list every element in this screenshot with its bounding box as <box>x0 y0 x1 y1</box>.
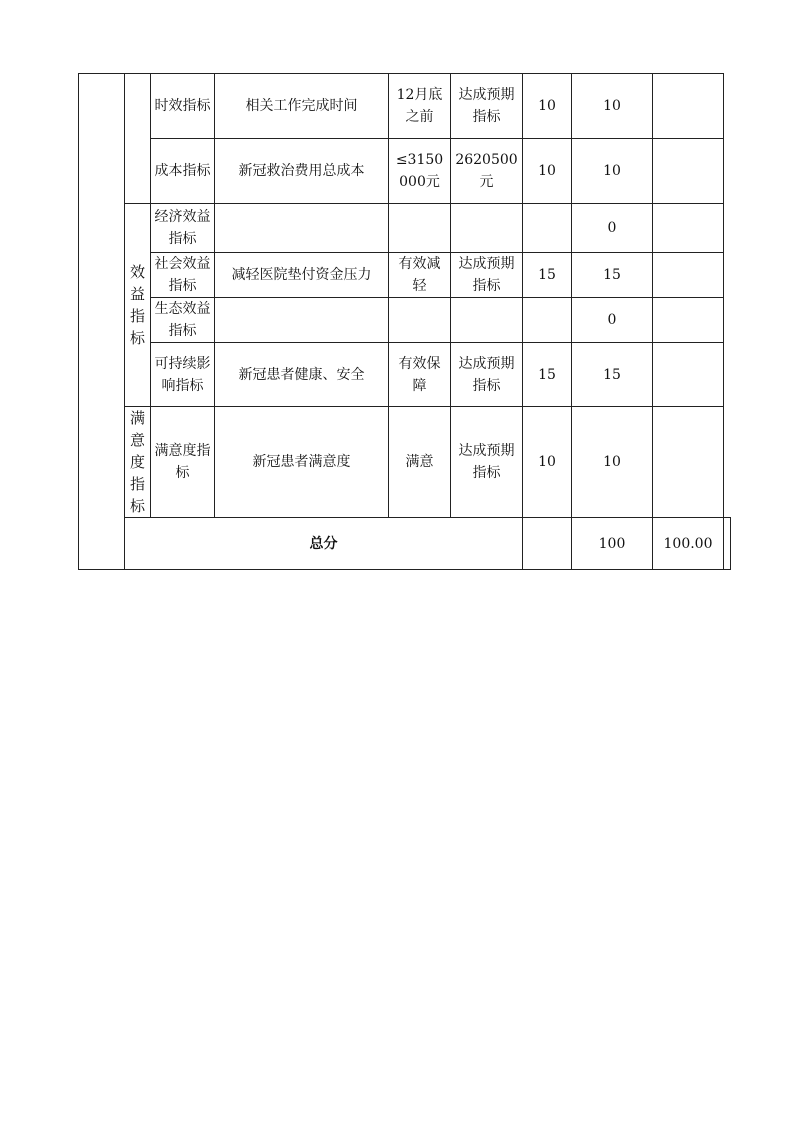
level3-label: 成本指标 <box>151 139 215 204</box>
target-value: 12月底之前 <box>389 74 451 139</box>
category-satisfaction: 满意度指标 <box>125 407 151 518</box>
total-row <box>79 518 731 570</box>
table-row <box>79 139 731 204</box>
note-value <box>653 298 724 343</box>
score-value: 10 <box>572 139 653 204</box>
score-value: 0 <box>572 204 653 253</box>
actual-value <box>451 298 523 343</box>
target-value <box>389 298 451 343</box>
indicator-content: 新冠患者满意度 <box>215 407 389 518</box>
performance-table <box>78 73 731 570</box>
weight-value: 15 <box>523 253 572 298</box>
note-value <box>653 343 724 407</box>
table-row <box>79 253 731 298</box>
score-value: 10 <box>572 74 653 139</box>
total-empty-cell <box>523 518 572 570</box>
indicator-content: 新冠患者健康、安全 <box>215 343 389 407</box>
actual-value <box>451 204 523 253</box>
level3-label: 可持续影响指标 <box>151 343 215 407</box>
total-note <box>724 518 731 570</box>
actual-value: 达成预期指标 <box>451 343 523 407</box>
indicator-content: 新冠救治费用总成本 <box>215 139 389 204</box>
total-weight: 100 <box>572 518 653 570</box>
score-value: 15 <box>572 253 653 298</box>
target-value <box>389 204 451 253</box>
level3-label: 时效指标 <box>151 74 215 139</box>
level3-label: 满意度指标 <box>151 407 215 518</box>
actual-value: 达成预期指标 <box>451 74 523 139</box>
weight-value: 15 <box>523 343 572 407</box>
score-value: 10 <box>572 407 653 518</box>
table-row <box>79 74 731 139</box>
actual-value: 达成预期指标 <box>451 407 523 518</box>
level3-label: 生态效益指标 <box>151 298 215 343</box>
note-value <box>653 139 724 204</box>
target-value: 有效减轻 <box>389 253 451 298</box>
weight-value: 10 <box>523 407 572 518</box>
indicator-content <box>215 298 389 343</box>
score-value: 15 <box>572 343 653 407</box>
actual-value: 达成预期指标 <box>451 253 523 298</box>
category-benefit: 效益指标 <box>125 204 151 407</box>
weight-value: 10 <box>523 139 572 204</box>
score-value: 0 <box>572 298 653 343</box>
table-row <box>79 407 731 518</box>
table-row <box>79 343 731 407</box>
table-row <box>79 204 731 253</box>
target-value: 有效保障 <box>389 343 451 407</box>
indicator-content: 相关工作完成时间 <box>215 74 389 139</box>
table-row <box>79 298 731 343</box>
level1-cell <box>79 74 125 570</box>
note-value <box>653 253 724 298</box>
target-value: ≤3150000元 <box>389 139 451 204</box>
weight-value <box>523 298 572 343</box>
weight-value: 10 <box>523 74 572 139</box>
level3-label: 经济效益指标 <box>151 204 215 253</box>
total-score: 100.00 <box>653 518 724 570</box>
level2-cell <box>125 74 151 204</box>
indicator-content <box>215 204 389 253</box>
note-value <box>653 407 724 518</box>
target-value: 满意 <box>389 407 451 518</box>
total-label: 总分 <box>125 518 523 570</box>
weight-value <box>523 204 572 253</box>
note-value <box>653 74 724 139</box>
level3-label: 社会效益指标 <box>151 253 215 298</box>
actual-value: 2620500元 <box>451 139 523 204</box>
note-value <box>653 204 724 253</box>
indicator-content: 减轻医院垫付资金压力 <box>215 253 389 298</box>
